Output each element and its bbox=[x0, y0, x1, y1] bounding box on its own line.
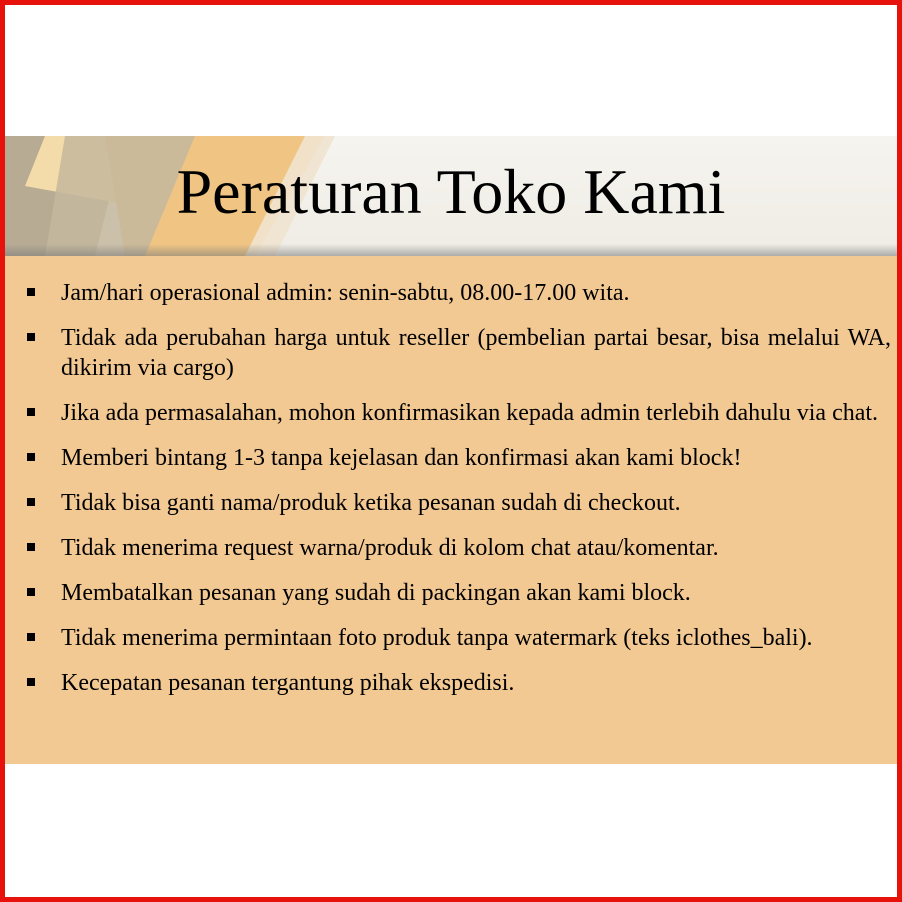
square-bullet-icon bbox=[27, 408, 35, 416]
title-banner bbox=[5, 136, 897, 256]
list-item bbox=[5, 668, 897, 698]
rule-text: Jam/hari operasional admin: senin-sabtu, 08.00-17.00 wita. bbox=[61, 280, 630, 306]
square-bullet-icon bbox=[27, 543, 35, 551]
square-bullet-icon bbox=[27, 288, 35, 296]
rule-text: Memberi bintang 1-3 tanpa kejelasan dan konfirmasi akan kami block! bbox=[61, 445, 742, 471]
square-bullet-icon bbox=[27, 633, 35, 641]
banner-shadow bbox=[5, 244, 897, 256]
square-bullet-icon bbox=[27, 678, 35, 686]
rule-text: Jika ada permasalahan, mohon konfirmasikan kepada admin terlebih dahulu via chat. bbox=[61, 400, 879, 426]
list-item bbox=[5, 323, 897, 383]
list-item bbox=[5, 578, 897, 608]
list-item bbox=[5, 623, 897, 653]
page-title: Peraturan Toko Kami bbox=[176, 156, 726, 227]
rule-text: Tidak menerima request warna/produk di kolom chat atau/komentar. bbox=[61, 535, 719, 561]
rules-slide bbox=[5, 136, 897, 764]
square-bullet-icon bbox=[27, 498, 35, 506]
list-item bbox=[5, 488, 897, 518]
rules-list bbox=[5, 278, 897, 713]
rule-text: Tidak bisa ganti nama/produk ketika pesanan sudah di checkout. bbox=[61, 490, 681, 516]
square-bullet-icon bbox=[27, 453, 35, 461]
list-item bbox=[5, 398, 897, 428]
rule-text: Tidak menerima permintaan foto produk tanpa watermark (teks iclothes_bali). bbox=[61, 625, 813, 651]
rule-text: Kecepatan pesanan tergantung pihak ekspedisi. bbox=[61, 670, 515, 696]
square-bullet-icon bbox=[27, 588, 35, 596]
rule-text: Membatalkan pesanan yang sudah di packingan akan kami block. bbox=[61, 580, 691, 606]
rules-panel bbox=[5, 256, 897, 764]
rule-text: Tidak ada perubahan harga untuk reseller (pembelian partai besar, bisa melalui WA, dikirim via cargo) bbox=[61, 325, 891, 381]
square-bullet-icon bbox=[27, 333, 35, 341]
list-item bbox=[5, 533, 897, 563]
list-item bbox=[5, 443, 897, 473]
list-item bbox=[5, 278, 897, 308]
